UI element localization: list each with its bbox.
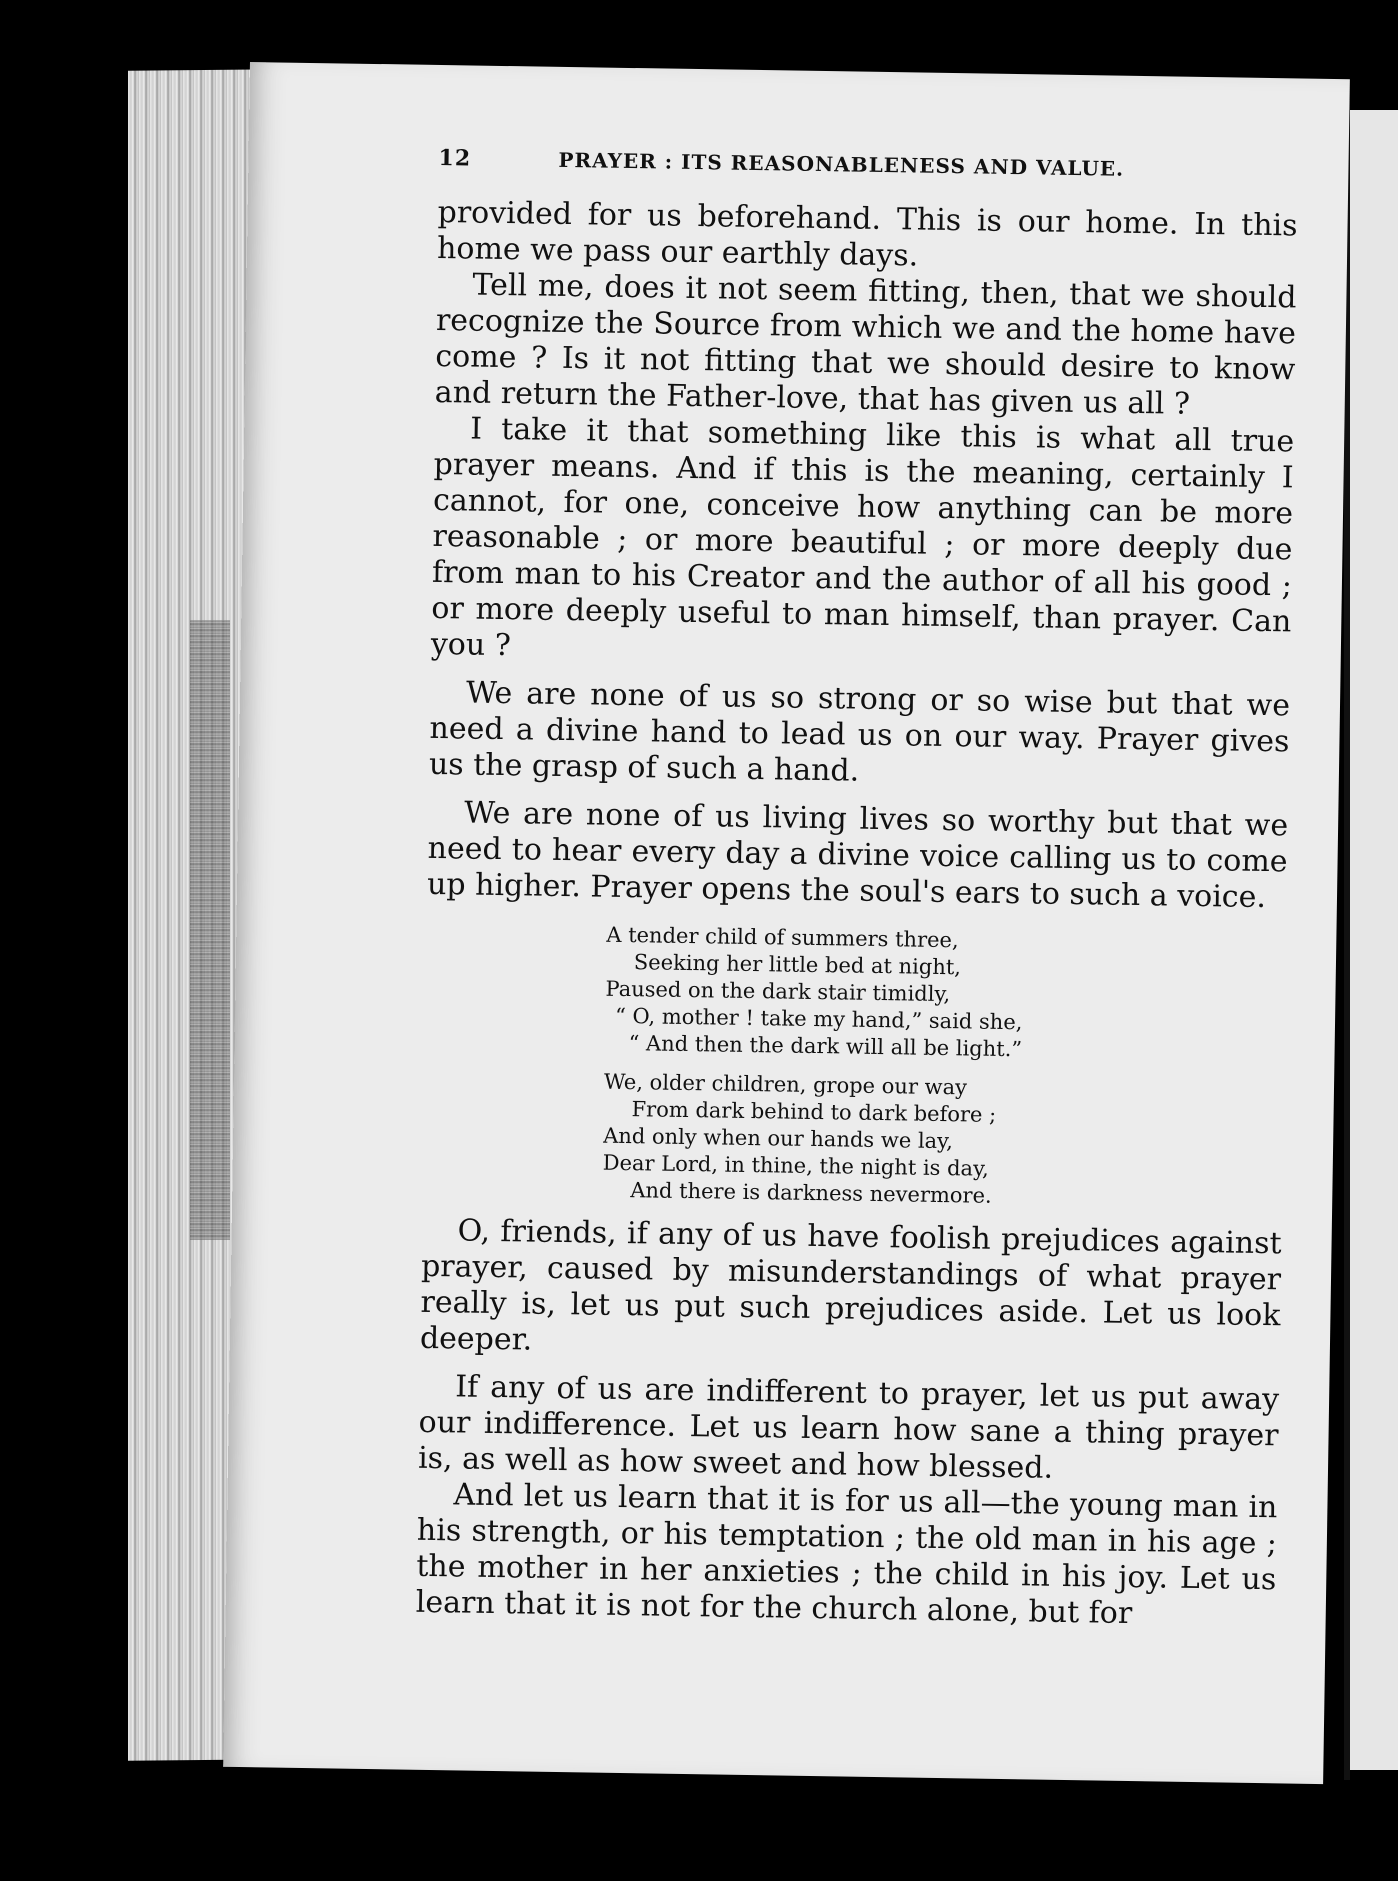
poem-line: From dark behind to dark before ; <box>631 1097 997 1127</box>
poem-line: We, older children, grope our way <box>603 1069 968 1100</box>
paragraph-2: Tell me, does it not seem fitting, then, that we should recognize the Source from which we and the home have come ? Is it not fitting that we should desire to know and return the Father-love, that has given us all ? <box>434 267 1297 422</box>
running-title: PRAYER : ITS REASONABLENESS AND VALUE. <box>558 147 1125 181</box>
running-head <box>438 145 1298 185</box>
poem-line: Dear Lord, in thine, the night is day, <box>602 1150 989 1181</box>
paragraph-4: We are none of us so strong or so wise but that we need a divine hand to lead us on our way. Prayer gives us the grasp of such a hand. <box>428 675 1291 789</box>
page-content <box>416 145 1299 1634</box>
paragraph-1: provided for us beforehand. This is our home. In this home we pass our earthly days. <box>436 194 1298 274</box>
poem-stanza-2 <box>602 1069 1284 1215</box>
facing-page-edge <box>1350 110 1398 1770</box>
poem-stanza-1 <box>604 922 1286 1068</box>
poem-line: “ And then the dark will all be light.” <box>628 1031 1023 1062</box>
book-page <box>223 62 1350 1784</box>
paragraph-7: If any of us are indifferent to prayer, let us put away our indifference. Let us learn how sane a thing prayer is, as well as how sweet and how blessed. <box>417 1369 1280 1486</box>
paragraph-6: O, friends, if any of us have foolish prejudices against prayer, caused by misunderstandings of what prayer really is, let us put such prejudices aside. Let us look deeper. <box>419 1213 1282 1358</box>
poem-line: “ O, mother ! take my hand,” said she, <box>614 1003 1023 1035</box>
poem-line: Paused on the dark stair timidly, <box>605 976 951 1007</box>
poem-line: And only when our hands we lay, <box>602 1123 954 1154</box>
paragraph-5: We are none of us living lives so worthy but that we need to hear every day a divine voice calling us to come up higher. Prayer opens the soul's ears to such a voice. <box>426 795 1289 916</box>
book-spine <box>190 620 230 1240</box>
poem-line: A tender child of summers three, <box>606 922 959 953</box>
poem-line: And there is darkness nevermore. <box>630 1178 992 1208</box>
paragraph-8: And let us learn that it is for us all—the young man in his strength, or his temptation ; the old man in his age ; the mother in her anxieties ; the child in his joy. Let us learn that it is not for the church alone, but for <box>415 1477 1278 1632</box>
poem-line: Seeking her little bed at night, <box>633 950 962 980</box>
paragraph-3: I take it that something like this is what all true prayer means. And if this is the meaning, certainly I cannot, for one, conceive how anything can be more reasonable ; or more beautiful ; or more deeply due from man to his Creator and the author of all his good ; or more deeply useful to man himself, than prayer. Can you ? <box>430 411 1295 664</box>
page-number: 12 <box>438 144 472 172</box>
